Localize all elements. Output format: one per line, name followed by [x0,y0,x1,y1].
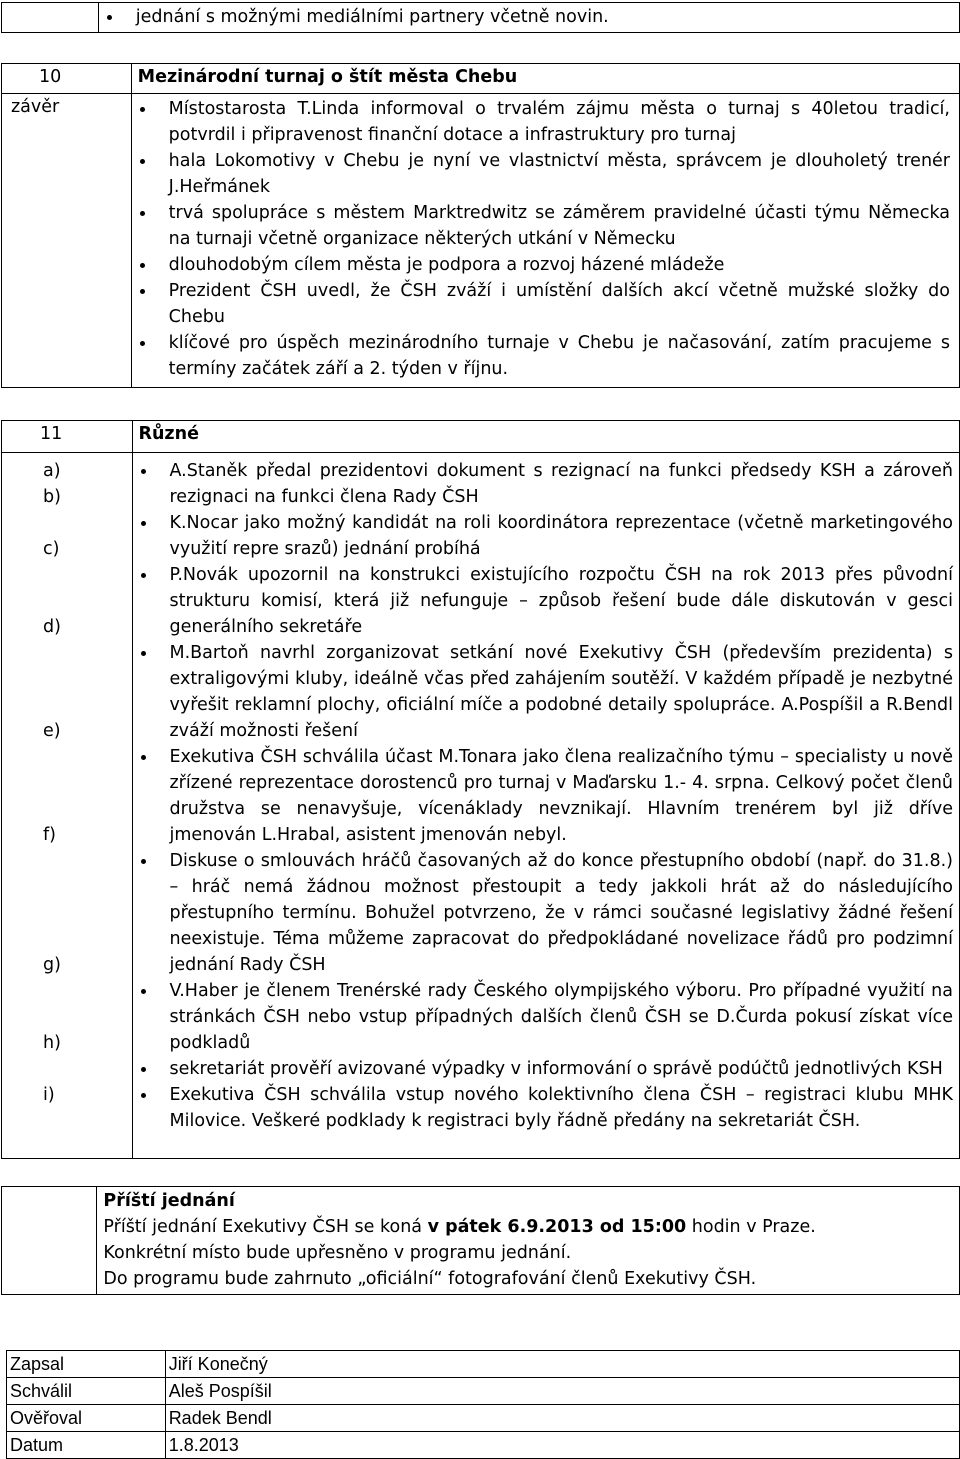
section-10-number: 10 [2,64,132,94]
section-11-letters [2,453,133,1159]
letter-d: d) [43,617,61,637]
letter-g: g) [43,955,61,975]
list-item: M.Bartoň navrhl zorganizovat setkání nové Exekutivy ČSH (především prezidenta) s extraligovými kluby, ideálně včas před zahájením soutěží. V každém případě je nezbytné vyřešit reklamní plochy, oficiální míče a podobné detaily spolupráce. A.Pospíšil a R.Bendl zváží možnosti řešení [133,640,954,744]
list-item: trvá spolupráce s městem Marktredwitz se záměrem pravidelné účasti týmu Německa na turnaji včetně organizace některých utkání v Německu [132,200,950,252]
signature-table [6,1350,960,1459]
section-11-content [132,453,960,1159]
letter-c: c) [43,539,60,559]
list-item: Exekutiva ČSH schválila účast M.Tonara jako člena realizačního týmu – specialisty u nově zřízené reprezentace dorostenců pro turnaj v Maďarsku 1.- 4. srpna. Celkový počet členů družstva se nenavyšuje, vícenáklady nevznikají. Hlavním trenérem byl již dříve jmenován L.Hrabal, asistent jmenován nebyl. [133,744,954,848]
letter-a: a) [43,461,61,481]
signature-label: Ověřoval [7,1405,166,1432]
list-item: sekretariát prověří avizované výpadky v informování o správě podúčtů jednotlivých KSH [133,1056,954,1082]
letter-b: b) [43,487,61,507]
section-10-content [131,94,959,388]
section-10-table [1,63,960,388]
section-11-title: Různé [132,421,960,453]
list-item: V.Haber je členem Trenérské rady Českého olympijského výboru. Pro případné využití na stránkách ČSH nebo vstup případných dalších členů ČSH se D.Čurda pokusí získat více podkladů [133,978,954,1056]
list-item: Místostarosta T.Linda informoval o trvalém zájmu města o turnaj s 40letou tradicí, potvrdil i připravenost finanční dotace a infrastruktury pro turnaj [132,96,950,148]
next-meeting-table [1,1186,960,1295]
list-item: A.Staněk předal prezidentovi dokument s rezignací na funkci předsedy KSH a zároveň rezignaci na funkci člena Rady ČSH [133,458,954,510]
section-11-number: 11 [2,421,133,453]
top-row-num-cell [2,3,99,33]
next-meeting-line-3: Do programu bude zahrnuto „oficiální“ fotografování členů Exekutivy ČSH. [103,1269,757,1289]
list-item: Diskuse o smlouvách hráčů časovaných až do konce přestupního období (např. do 31.8.) – hráč nemá žádnou možnost přestoupit a tedy jakkoli hrát až do následujícího přestupního termínu. Bohužel potvrzeno, že v rámci současné legislativy žádné řešení neexistuje. Téma můžeme zapracovat do předpokládané novelizace řádů pro podzimní jednání Rady ČSH [133,848,954,978]
letter-i: i) [43,1085,55,1105]
top-row-table [1,2,960,33]
list-item: Prezident ČSH uvedl, že ČSH zváží i umístění dalších akcí včetně mužské složky do Chebu [132,278,950,330]
next-meeting-line-2: Konkrétní místo bude upřesněno v programu jednání. [103,1243,572,1263]
section-11-table [1,420,960,1159]
top-row-content-cell [98,3,959,33]
next-meeting-num-cell [2,1187,97,1295]
list-item: hala Lokomotivy v Chebu je nyní ve vlastnictví města, správcem je dlouholetý trenér J.Heřmánek [132,148,950,200]
signature-label: Schválil [7,1378,166,1405]
signature-value: 1.8.2013 [165,1432,959,1459]
signature-label: Datum [7,1432,166,1459]
list-item: klíčové pro úspěch mezinárodního turnaje v Chebu je načasování, zatím pracujeme s termíny začátek září a 2. týden v říjnu. [132,330,950,382]
section-10-label: závěr [2,94,132,388]
signature-value: Aleš Pospíšil [165,1378,959,1405]
list-item: jednání s možnými mediálními partnery včetně novin. [99,4,959,30]
list-item: K.Nocar jako možný kandidát na roli koordinátora reprezentace (včetně marketingového využití repre srazů) jednání probíhá [133,510,954,562]
letter-f: f) [43,825,56,845]
list-item: P.Novák upozornil na konstrukci existujícího rozpočtu ČSH na rok 2013 přes původní strukturu komisí, která již nefunguje – způsob řešení bude dále diskutován v gesci generálního sekretáře [133,562,954,640]
next-meeting-line-1: Příští jednání Exekutivy ČSH se koná v pátek 6.9.2013 od 15:00 hodin v Praze. [103,1217,816,1237]
signature-value: Jiří Konečný [165,1351,959,1378]
signature-label: Zapsal [7,1351,166,1378]
letter-h: h) [43,1033,61,1053]
section-10-title: Mezinárodní turnaj o štít města Chebu [131,64,959,94]
signature-value: Radek Bendl [165,1405,959,1432]
list-item: dlouhodobým cílem města je podpora a rozvoj házené mládeže [132,252,950,278]
next-meeting-title: Příští jednání [103,1191,235,1211]
next-meeting-content [97,1187,960,1295]
letter-e: e) [43,721,61,741]
list-item: Exekutiva ČSH schválila vstup nového kolektivního člena ČSH – registraci klubu MHK Milovice. Veškeré podklady k registraci byly řádně předány na sekretariát ČSH. [133,1082,954,1134]
